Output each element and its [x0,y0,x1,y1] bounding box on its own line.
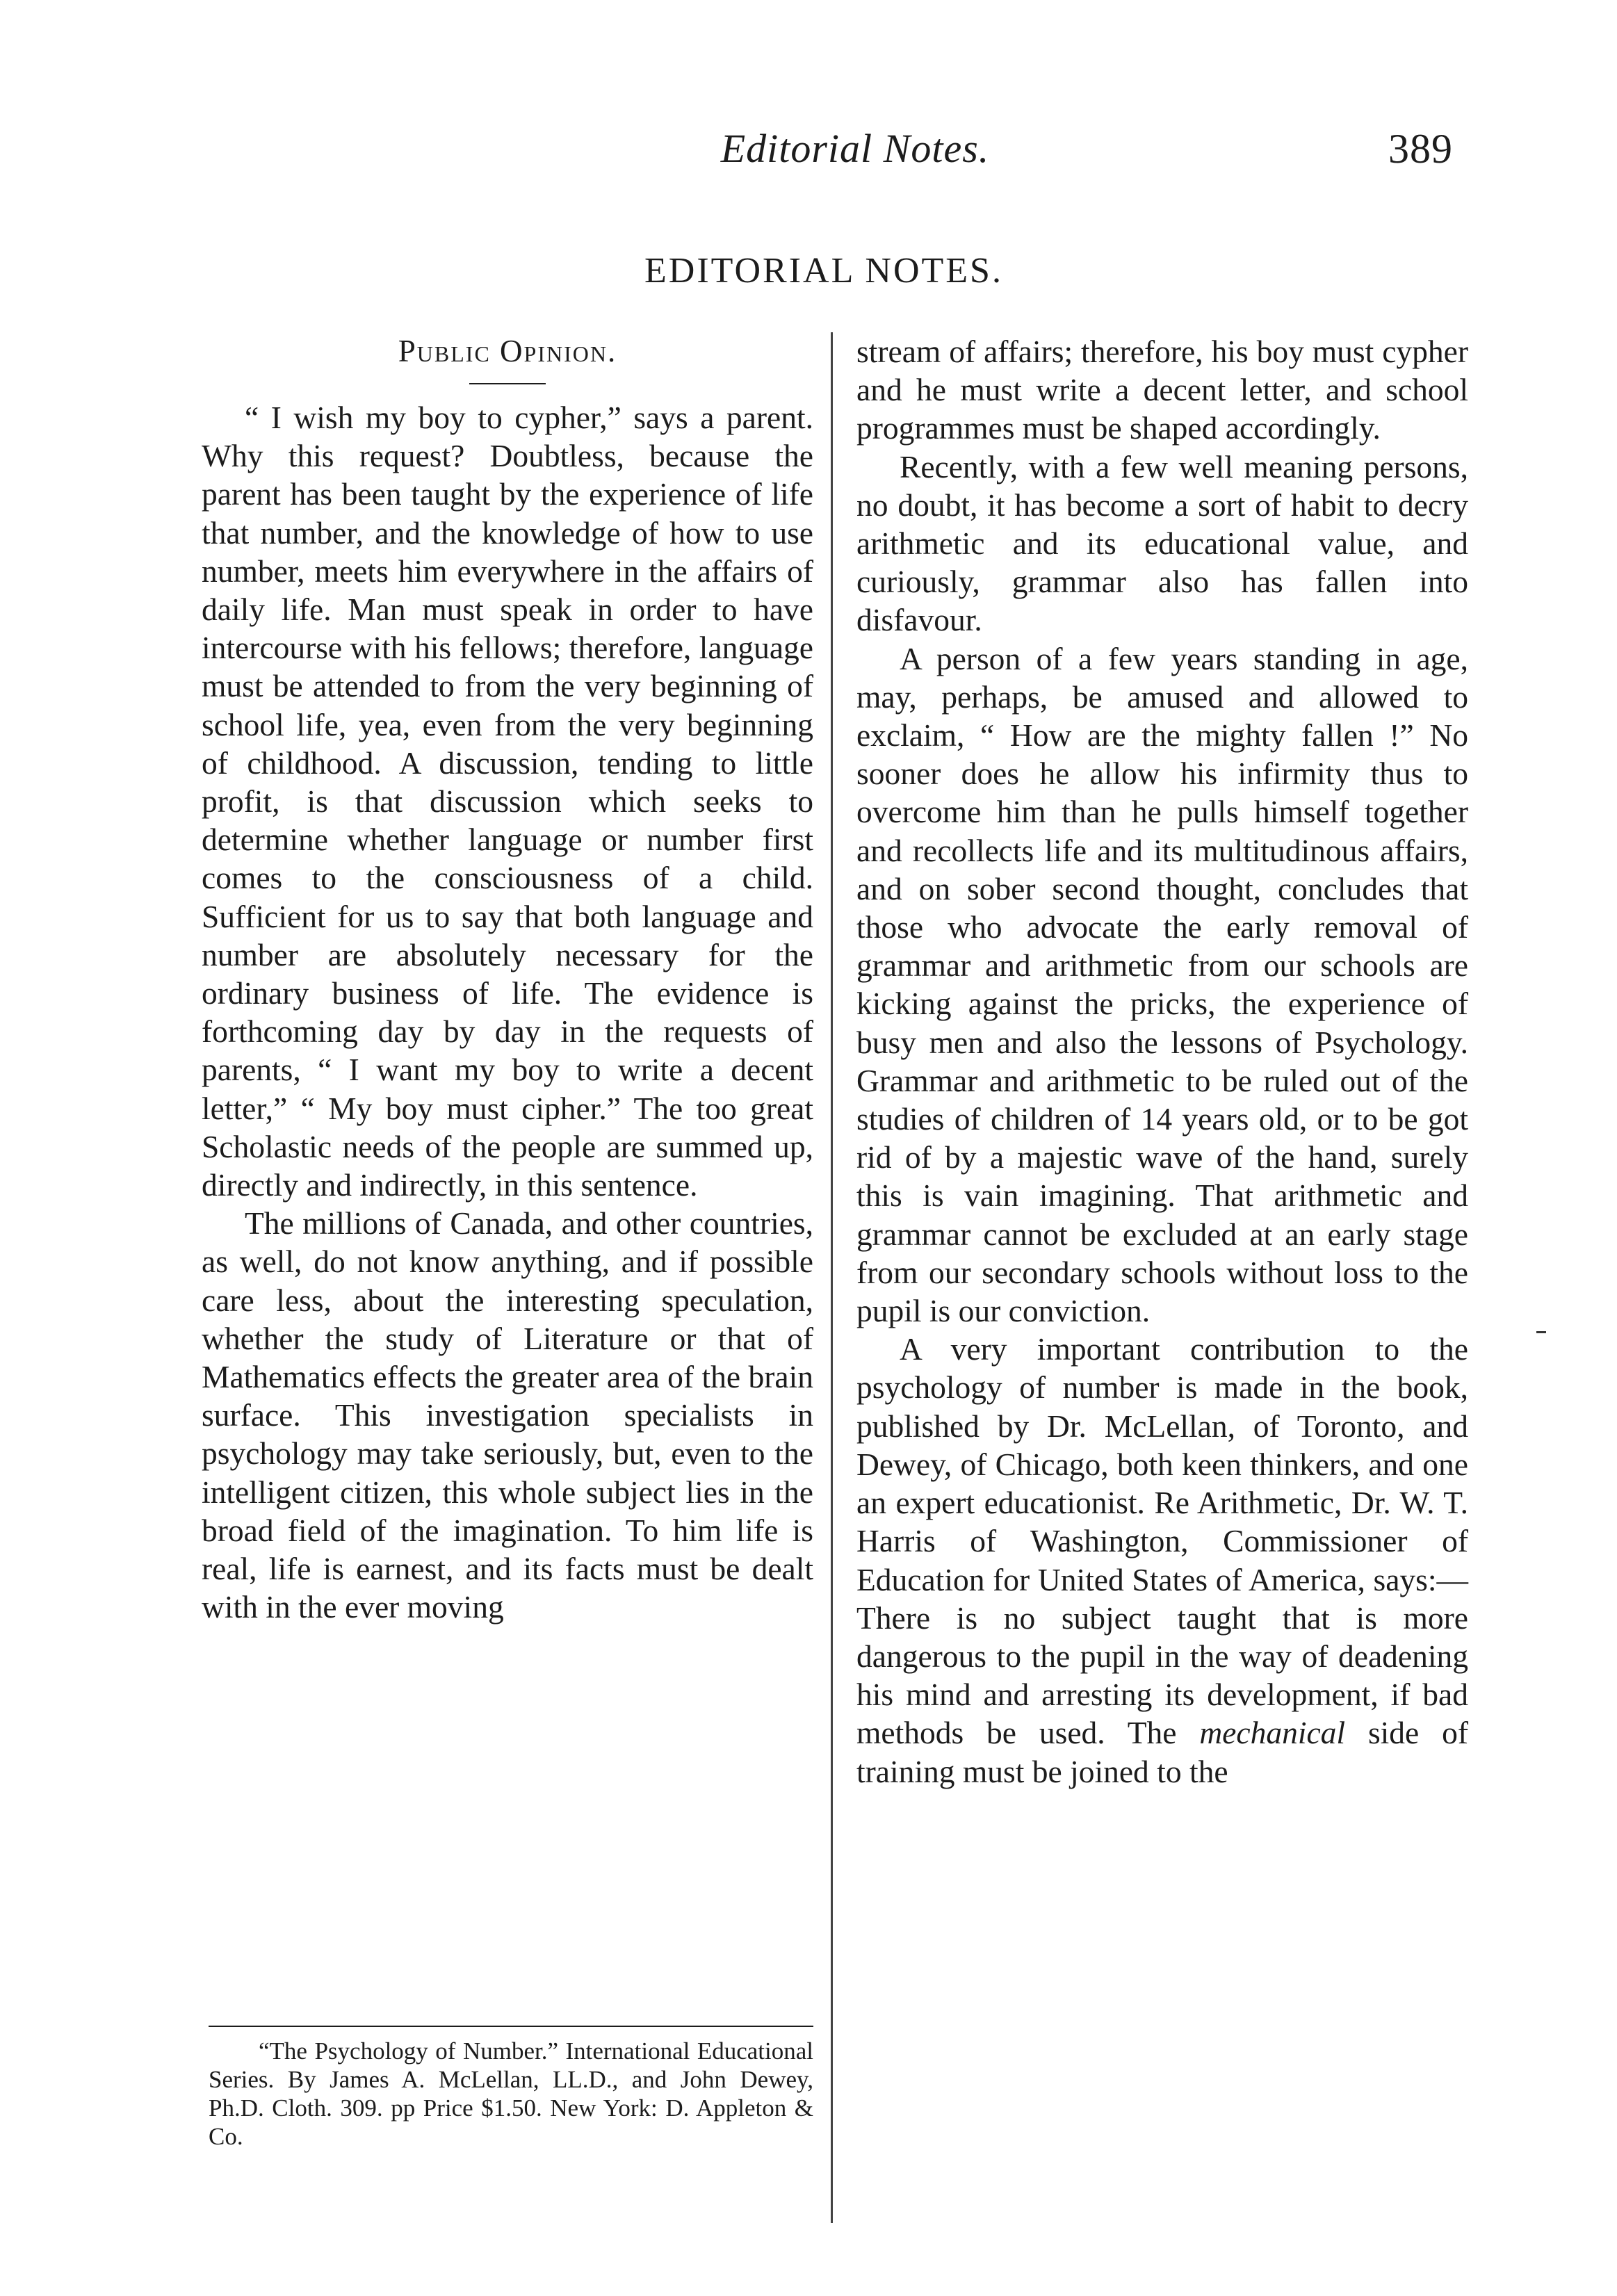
footnote-rule [209,2026,813,2027]
left-column [202,332,813,1627]
section-heading: Public Opinion. [398,334,617,368]
paragraph: “ I wish my boy to cypher,” says a parent. Why this request? Doubtless, because the parent has been taught by the experience of life that number, and the knowledge of how to use number, meets him everywhere in the affairs of daily life. Man must speak in order to have intercourse with his fellows; therefore, language must be attended to from the very beginning of school life, yea, even from the very beginning of childhood. A discussion, tending to little profit, is that discussion which seeks to determine whether language or number first comes to the consciousness of a child. Sufficient for us to say that both language and number are absolutely necessary for the ordinary business of life. The evidence is forthcoming day by day in the requests of parents, “ I want my boy to write a decent letter,” “ My boy must cipher.” The too great Scholastic needs of the people are summed up, directly and indirectly, in this sentence. [202,400,813,1203]
italic-word: mechanical [1199,1715,1346,1751]
paragraph: The millions of Canada, and other countries, as well, do not know anything, and if possible care less, about the interesting speculation, whether the study of Literature or that of Mathematics effects the greater area of the brain surface. This investigation specialists in psychology may take seriously, but, even to the intelligent citizen, this whole subject lies in the broad field of the imagination. To him life is real, life is earnest, and its facts must be dealt with in the ever moving [202,1205,813,1625]
right-column [856,332,1468,1791]
page-number: 389 [1388,126,1453,172]
paragraph: Recently, with a few well meaning persons, no doubt, it has become a sort of habit to decry arithmetic and its educational value, and curiously, grammar also has fallen into disfavour. [856,448,1468,638]
page-title: EDITORIAL NOTES. [644,251,1003,291]
section-rule [469,383,546,384]
footnote: “The Psychology of Number.” International Educational Series. By James A. McLellan, LL.D., and John Dewey, Ph.D. Cloth. 309. pp Price $1.50. New York: D. Appleton & Co. [209,2037,813,2150]
paragraph: A person of a few years standing in age, may, perhaps, be amused and allowed to exclaim, “ How are the mighty fallen !” No sooner does he allow his infirmity thus to overcome him than he pulls himself together and recollects life and its multitudinous affairs, and on sober second thought, concludes that those who advocate the early removal of grammar and arithmetic from our schools are kicking against the pricks, the experience of busy men and also the lessons of Psychology. Grammar and arithmetic to be ruled out of the studies of children of 14 years old, or to be got rid of by a majestic wave of the hand, surely this is vain imagining. That arithmetic and grammar cannot be excluded at an early stage from our secondary schools without loss to the pupil is our conviction. [856,640,1468,1329]
running-head [195,125,1453,188]
paragraph-text: A very important contribution to the psychology of number is made in the book, published by Dr. McLellan, of Toronto, and Dewey, of Chicago, both keen thinkers, and one an expert educationist. Re Arithmetic, Dr. W. T. Harris of Washington, Commissioner of Education for United States of America, says:—There is no subject taught that is more dangerous to the pupil in the way of deadening his mind and arresting its development, if bad methods be used. The [856,1331,1468,1751]
paragraph-continuation: stream of affairs; therefore, his boy must cypher and he must write a decent letter, and school programmes must be shaped accordingly. [856,334,1468,446]
margin-mark [1536,1331,1546,1333]
running-title: Editorial Notes. [720,126,990,171]
column-divider [831,332,833,2223]
paragraph [856,1330,1468,1790]
paragraph-text: side of training must be joined to the [856,1715,1469,1789]
